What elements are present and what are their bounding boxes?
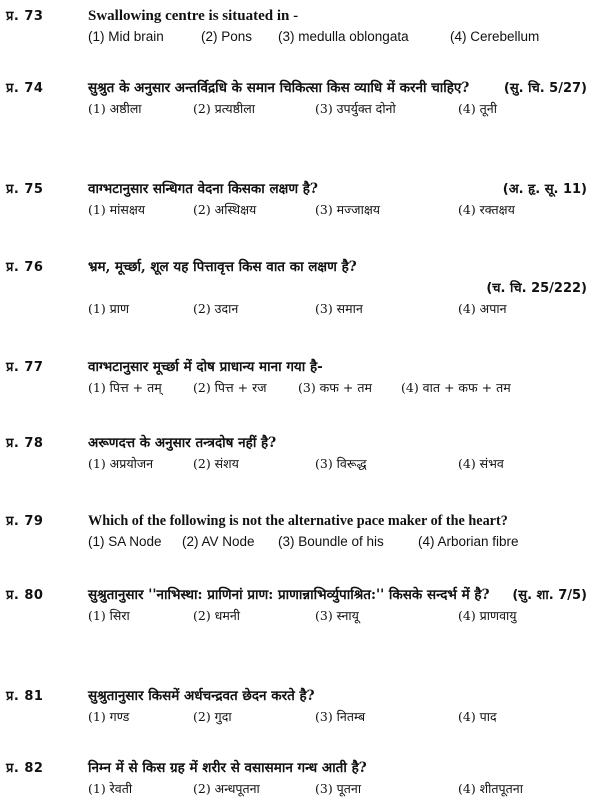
option-2: (2) धमनी	[193, 608, 241, 623]
option-1: (1) रेवती	[88, 781, 133, 796]
option-3: (3) मज्जाक्षय	[315, 202, 381, 217]
question-text: निम्न में से किस ग्रह में शरीर से वसासमान गन्ध आती है?	[88, 760, 367, 776]
option-2: (2) AV Node	[182, 534, 255, 549]
option-3: (3) समान	[315, 301, 363, 316]
question-text: वाग्भटानुसार मूर्च्छा में दोष प्राधान्य माना गया है-	[88, 359, 323, 375]
reference: (च. चि. 25/222)	[486, 281, 587, 296]
options-row	[88, 99, 587, 119]
option-1: (1) Mid brain	[88, 29, 164, 44]
option-2: (2) Pons	[201, 29, 253, 44]
option-1: (1) गण्ड	[88, 709, 130, 724]
option-2: (2) उदान	[193, 301, 239, 316]
option-3: (3) कफ + तम	[298, 380, 372, 395]
option-2: (2) गुदा	[193, 709, 232, 724]
options-row	[88, 200, 587, 220]
option-4: (4) अपान	[458, 301, 507, 316]
reference: (सु. शा. 7/5)	[512, 588, 587, 603]
question-number: प्र. 82	[6, 761, 44, 776]
option-4: (4) शीतपूतना	[458, 781, 523, 796]
question-number: प्र. 77	[6, 360, 44, 375]
option-1: (1) प्राण	[88, 301, 130, 316]
option-1: (1) अप्रयोजन	[88, 456, 154, 471]
option-2: (2) पित्त + रज	[193, 380, 267, 395]
option-1: (1) अष्ठीला	[88, 101, 142, 116]
option-3: (3) Boundle of his	[278, 534, 384, 549]
reference: (अ. हृ. सू. 11)	[502, 182, 587, 197]
question-number: प्र. 78	[6, 436, 44, 451]
question-text: Swallowing centre is situated in -	[88, 8, 299, 24]
option-2: (2) अस्थिक्षय	[193, 202, 257, 217]
option-2: (2) संशय	[193, 456, 239, 471]
option-3: (3) विरूद्ध	[315, 456, 367, 471]
option-1: (1) पित्त + तम्	[88, 380, 162, 395]
options-row	[88, 299, 587, 319]
option-3: (3) स्नायू	[315, 608, 359, 623]
option-3: (3) नितम्ब	[315, 709, 366, 724]
question-text: वाग्भटानुसार सन्धिगत वेदना किसका लक्षण है? (अ. हृ. सू. 11)	[88, 179, 587, 200]
question-text: Which of the following is not the alternative pace maker of the heart?	[88, 513, 508, 529]
option-3: (3) medulla oblongata	[278, 29, 409, 44]
question-number: प्र. 81	[6, 689, 44, 704]
question-number: प्र. 79	[6, 514, 44, 529]
option-2: (2) अन्धपूतना	[193, 781, 260, 796]
option-1: (1) मांसक्षय	[88, 202, 146, 217]
options-row	[88, 454, 587, 474]
options-row	[88, 27, 587, 47]
question-text: सुश्रुतानुसार किसमें अर्धचन्द्रवत छेदन करते है?	[88, 688, 315, 704]
options-row	[88, 378, 587, 398]
option-4: (4) Arborian fibre	[418, 534, 519, 549]
question-number: प्र. 76	[6, 260, 44, 275]
option-4: (4) प्राणवायु	[458, 608, 517, 623]
option-3: (3) उपर्युक्त दोनो	[315, 101, 396, 116]
question-text: अरूणदत्त के अनुसार तन्त्रदोष नहीं है?	[88, 435, 277, 451]
reference: (सु. चि. 5/27)	[503, 81, 587, 96]
option-4: (4) रक्तक्षय	[458, 202, 515, 217]
options-row	[88, 707, 587, 727]
option-4: (4) पाद	[458, 709, 497, 724]
question-number: प्र. 80	[6, 588, 44, 603]
question-text: भ्रम, मूर्च्छा, शूल यह पित्तावृत्त किस वात का लक्षण है?	[88, 259, 357, 275]
option-2: (2) प्रत्यष्ठीला	[193, 101, 255, 116]
options-row	[88, 606, 587, 626]
option-3: (3) पूतना	[315, 781, 362, 796]
option-1: (1) सिरा	[88, 608, 130, 623]
option-4: (4) Cerebellum	[450, 29, 540, 44]
question-number: प्र. 75	[6, 182, 44, 197]
option-4: (4) वात + कफ + तम	[401, 380, 511, 395]
question-text: सुश्रुतानुसार ''नाभिस्था: प्राणिनां प्राण: प्राणान्नाभिर्व्युपाश्रित:'' किसके सन्दर्भ में है? (सु. शा. 7/5)	[88, 585, 587, 606]
question-number: प्र. 73	[6, 9, 44, 24]
options-row	[88, 532, 587, 552]
option-4: (4) तूनी	[458, 101, 497, 116]
option-1: (1) SA Node	[88, 534, 162, 549]
question-number: प्र. 74	[6, 81, 44, 96]
options-row	[88, 779, 587, 799]
option-4: (4) संभव	[458, 456, 504, 471]
question-text: सुश्रुत के अनुसार अन्तर्विद्रधि के समान चिकित्सा किस व्याधि में करनी चाहिए? (सु. चि. 5/27)	[88, 78, 587, 99]
